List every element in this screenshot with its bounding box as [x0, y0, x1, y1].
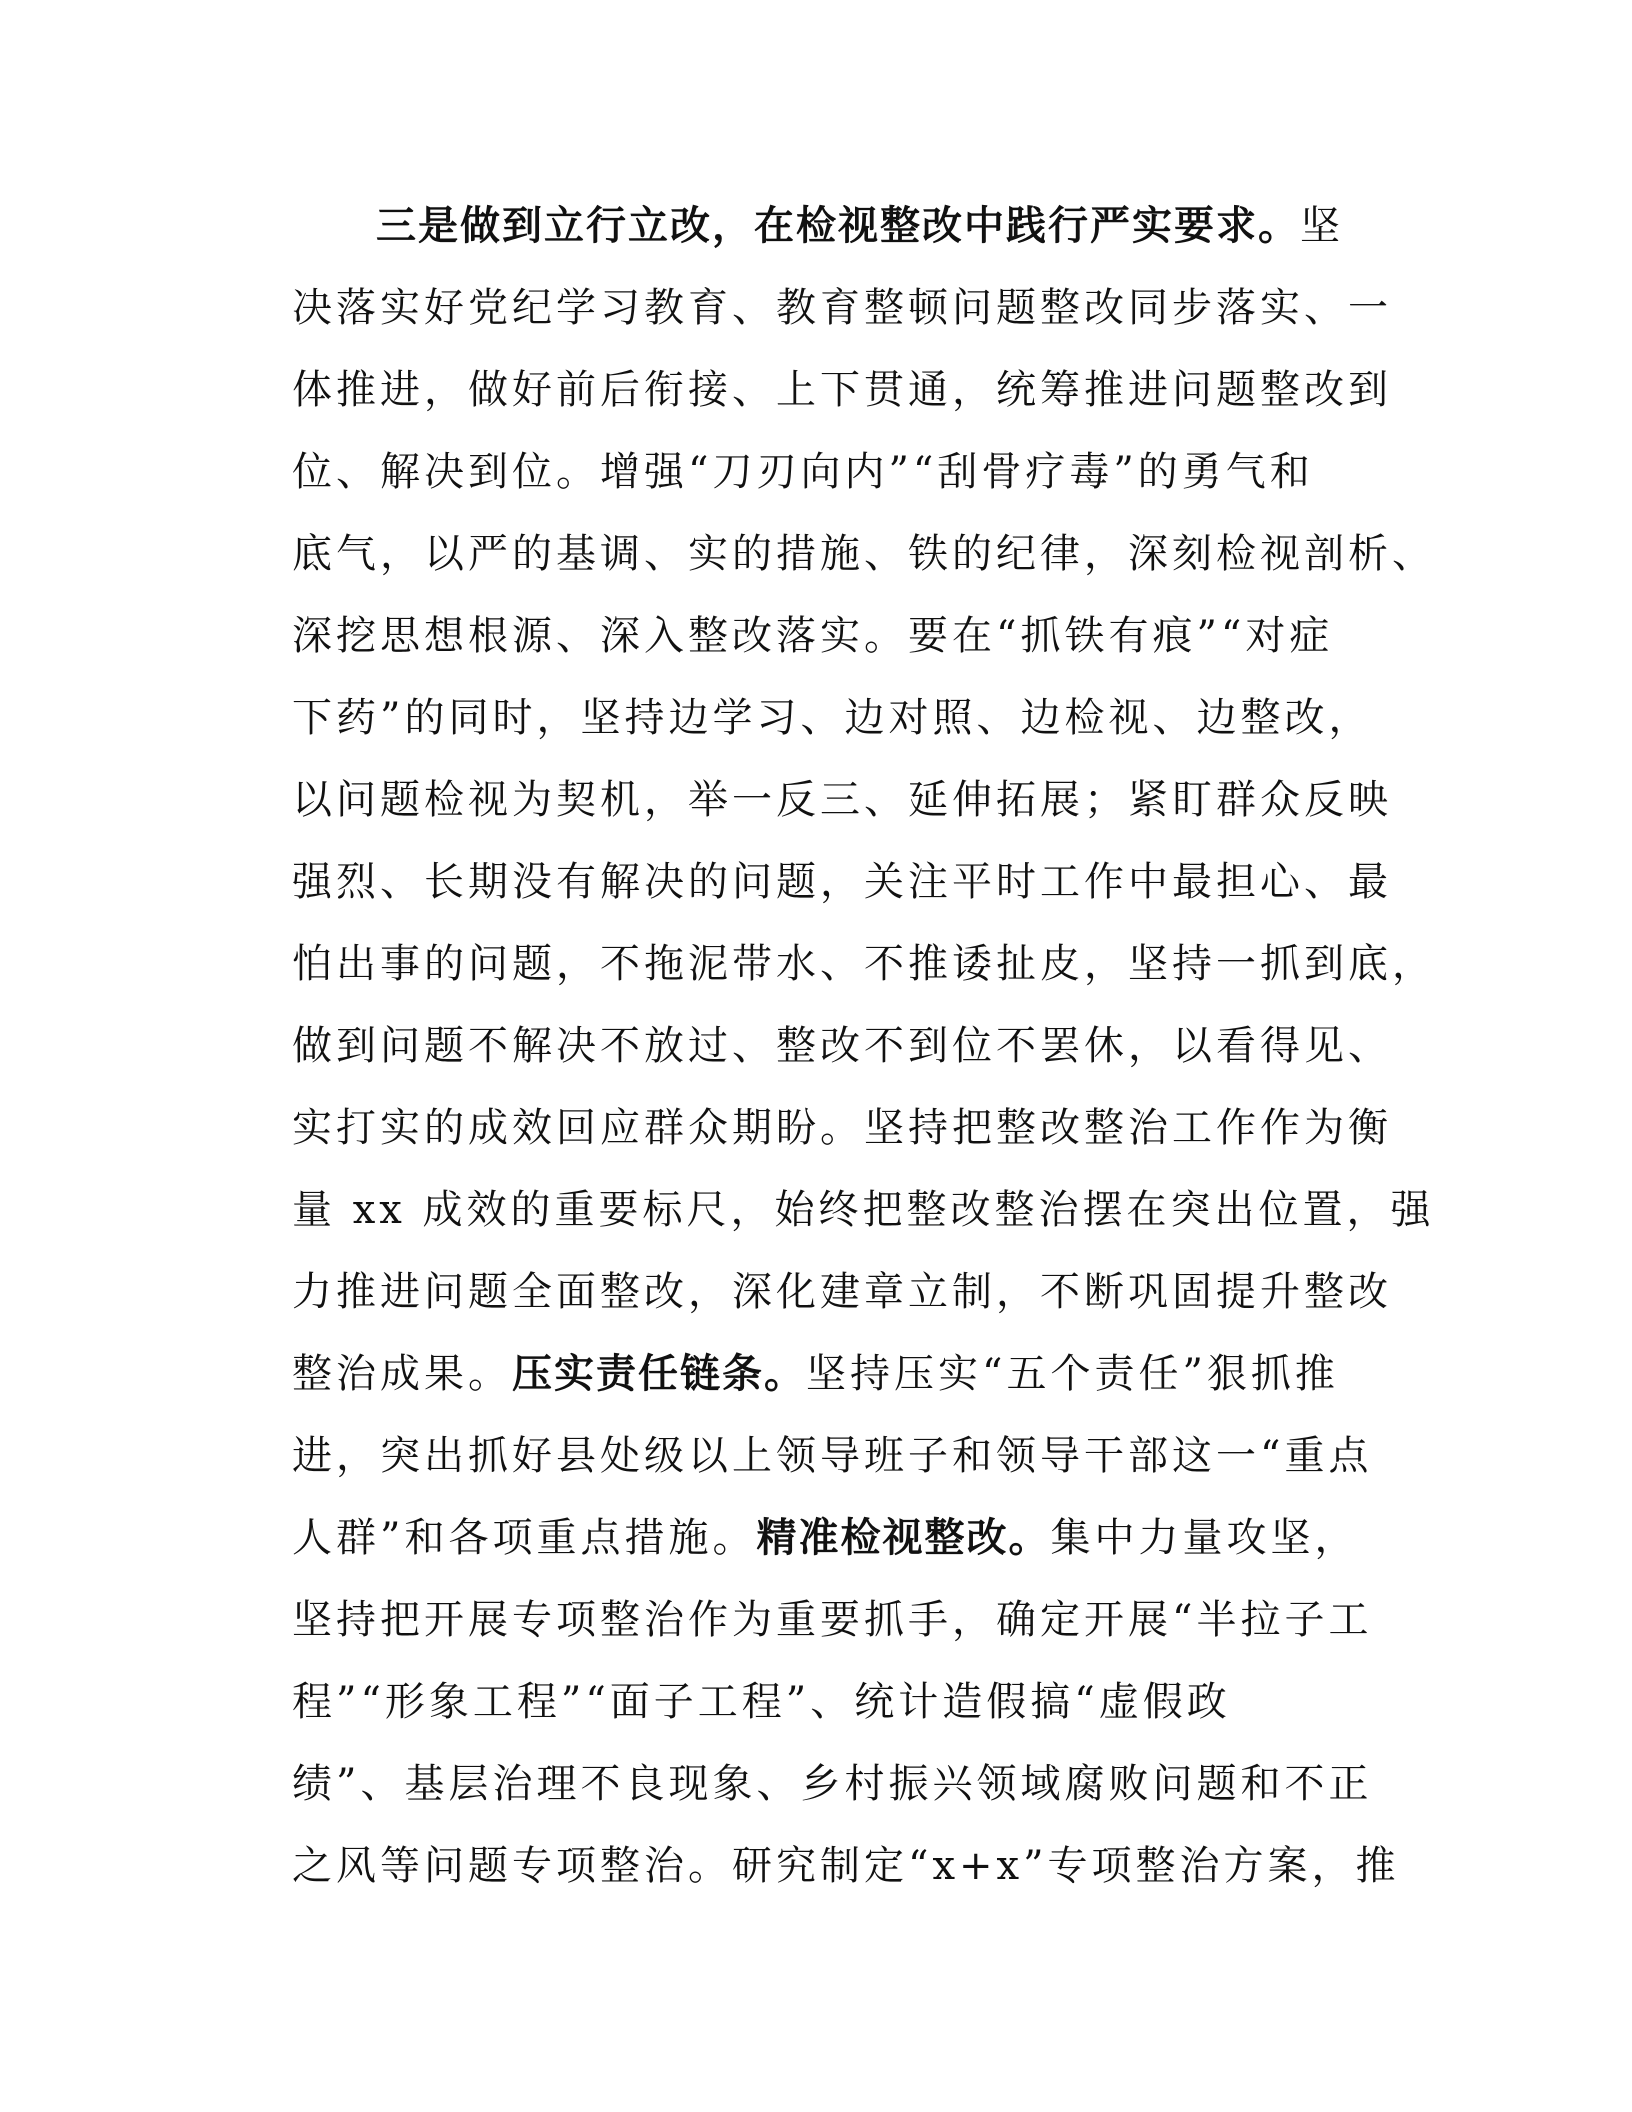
text-segment: 深挖思想根源、深入整改落实。要在“抓铁有痕”“对症 [292, 613, 1334, 659]
text-segment: 程”“形象工程”“面子工程”、统计造假搞“虚假政 [292, 1679, 1231, 1725]
text-line [292, 1661, 1372, 1743]
bold-heading-phrase: 三是做到立行立改，在检视整改中践行严实要求。 [376, 203, 1300, 249]
text-line [292, 431, 1372, 513]
text-segment: 体推进，做好前后衔接、上下贯通，统筹推进问题整改到 [292, 367, 1392, 413]
text-line [292, 595, 1372, 677]
text-segment: 底气，以严的基调、实的措施、铁的纪律，深刻检视剖析、 [292, 531, 1436, 577]
text-line [292, 1251, 1392, 1333]
text-line [292, 1579, 1372, 1661]
text-segment: 强烈、长期没有解决的问题，关注平时工作中最担心、最 [292, 859, 1392, 905]
bold-heading-phrase: 压实责任链条。 [512, 1351, 806, 1397]
text-line [292, 759, 1392, 841]
text-segment: 之风等问题专项整治。研究制定“x+x”专项整治方案，推 [292, 1843, 1400, 1889]
text-line [292, 513, 1436, 595]
text-line [292, 349, 1392, 431]
text-segment: 集中力量攻坚， [1050, 1515, 1359, 1561]
text-segment: 整治成果。 [292, 1351, 512, 1397]
text-line [292, 677, 1372, 759]
text-segment: 坚 [1300, 203, 1344, 249]
text-segment: 坚持压实“五个责任”狠抓推 [806, 1351, 1339, 1397]
text-line [292, 1005, 1392, 1087]
text-segment: 人群”和各项重点措施。 [292, 1515, 757, 1561]
text-segment: 实打实的成效回应群众期盼。坚持把整改整治工作作为衡 [292, 1105, 1392, 1151]
text-line [292, 1087, 1392, 1169]
text-segment: 绩”、基层治理不良现象、乡村振兴领域腐败问题和不正 [292, 1761, 1373, 1807]
text-line [292, 841, 1392, 923]
text-segment: 下药”的同时，坚持边学习、边对照、边检视、边整改， [292, 695, 1373, 741]
text-line [292, 1497, 1372, 1579]
text-line [292, 267, 1392, 349]
text-line [292, 1743, 1372, 1825]
text-segment: 力推进问题全面整改，深化建章立制，不断巩固提升整改 [292, 1269, 1392, 1315]
text-line [292, 1825, 1400, 1907]
text-line [292, 1169, 1435, 1251]
bold-heading-phrase: 精准检视整改。 [756, 1515, 1051, 1561]
text-segment: 量 xx 成效的重要标尺，始终把整改整治摆在突出位置，强 [292, 1187, 1435, 1233]
text-segment: 位、解决到位。增强“刀刃向内”“刮骨疗毒”的勇气和 [292, 449, 1314, 495]
text-segment: 做到问题不解决不放过、整改不到位不罢休，以看得见、 [292, 1023, 1392, 1069]
text-line [292, 185, 1372, 267]
text-segment: 以问题检视为契机，举一反三、延伸拓展；紧盯群众反映 [292, 777, 1392, 823]
text-line [292, 1333, 1372, 1415]
text-segment: 进，突出抓好县处级以上领导班子和领导干部这一“重点 [292, 1433, 1373, 1479]
text-segment: 怕出事的问题，不拖泥带水、不推诿扯皮，坚持一抓到底， [292, 941, 1436, 987]
text-segment: 坚持把开展专项整治作为重要抓手，确定开展“半拉子工 [292, 1597, 1373, 1643]
body-paragraph [292, 185, 1436, 1907]
text-line [292, 923, 1436, 1005]
text-line [292, 1415, 1372, 1497]
text-segment: 决落实好党纪学习教育、教育整顿问题整改同步落实、一 [292, 285, 1392, 331]
